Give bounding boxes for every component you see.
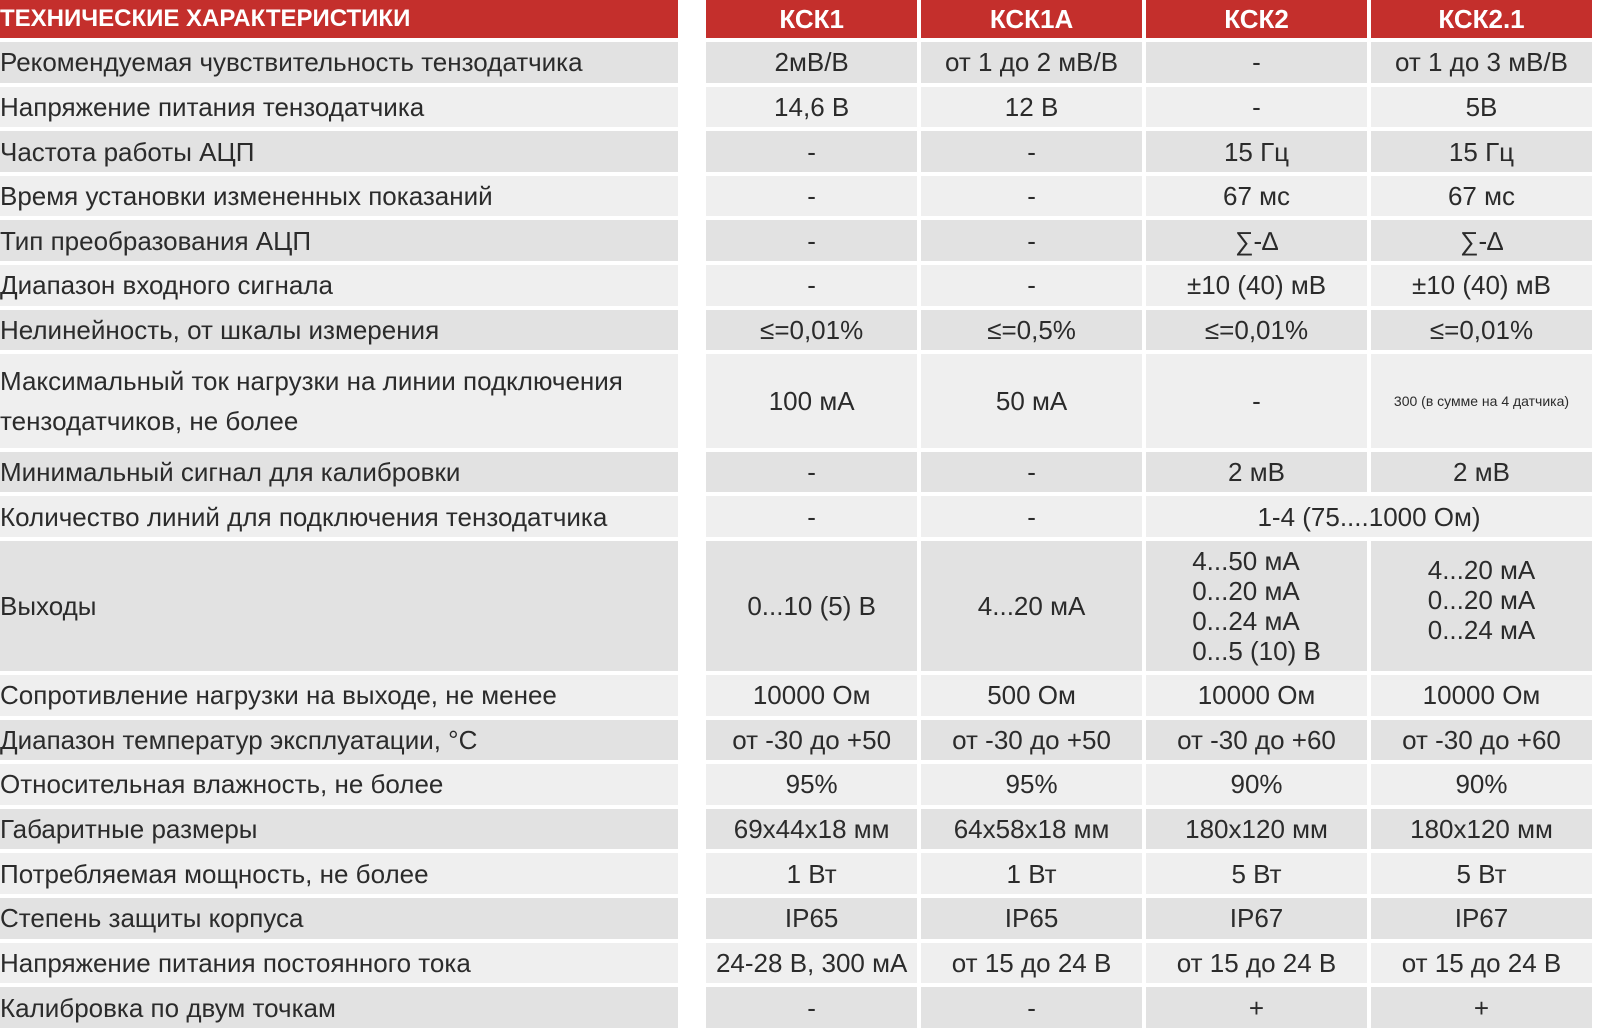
cell-ksk1: 1 Вт	[706, 853, 917, 894]
row-label: Потребляемая мощность, не более	[0, 853, 678, 894]
header-ksk21: КСК2.1	[1371, 0, 1592, 38]
column-gap	[682, 720, 702, 761]
output-item: 0...20 мА	[1427, 584, 1536, 615]
column-gap	[682, 354, 702, 447]
cell-ksk2: -	[1146, 42, 1367, 83]
cell-ksk1: 95%	[706, 764, 917, 805]
table-row	[0, 310, 1592, 351]
column-gap	[682, 265, 702, 306]
column-gap	[682, 131, 702, 172]
cell-ksk2: 180x120 мм	[1146, 809, 1367, 850]
output-list	[1428, 555, 1536, 645]
cell-ksk1: -	[706, 987, 917, 1028]
cell-ksk1a: от 15 до 24 В	[921, 943, 1142, 984]
column-gap	[682, 310, 702, 351]
row-label: Время установки измененных показаний	[0, 176, 678, 217]
cell-ksk1a: -	[921, 220, 1142, 261]
row-label: Относительная влажность, не более	[0, 764, 678, 805]
cell-ksk21: 90%	[1371, 764, 1592, 805]
table-row	[0, 675, 1592, 716]
output-item: 0...5 (10) В	[1192, 635, 1321, 666]
column-gap	[682, 809, 702, 850]
column-gap	[682, 853, 702, 894]
table-row	[0, 452, 1592, 493]
table-row	[0, 496, 1592, 537]
cell-ksk21: ≤=0,01%	[1371, 310, 1592, 351]
output-list	[1192, 546, 1321, 666]
cell-ksk2: 15 Гц	[1146, 131, 1367, 172]
cell-ksk1: 69x44x18 мм	[706, 809, 917, 850]
column-gap	[682, 0, 702, 38]
cell-ksk21: 10000 Ом	[1371, 675, 1592, 716]
cell-ksk21: от 1 до 3 мВ/В	[1371, 42, 1592, 83]
row-label-line: Максимальный ток нагрузки на линии подключения	[0, 365, 623, 396]
row-label: Габаритные размеры	[0, 809, 678, 850]
cell-ksk1a: 12 В	[921, 87, 1142, 128]
cell-ksk21: +	[1371, 987, 1592, 1028]
header-ksk2: КСК2	[1146, 0, 1367, 38]
cell-ksk1: -	[706, 265, 917, 306]
table-row	[0, 987, 1592, 1028]
cell-ksk1: -	[706, 220, 917, 261]
cell-ksk21: ∑-∆	[1371, 220, 1592, 261]
cell-ksk21	[1371, 541, 1592, 671]
table-row	[0, 764, 1592, 805]
cell-ksk1a: 50 мА	[921, 354, 1142, 447]
output-item: 0...24 мА	[1427, 614, 1536, 645]
row-label: Напряжение питания тензодатчика	[0, 87, 678, 128]
cell-ksk21: 300 (в сумме на 4 датчика)	[1371, 354, 1592, 447]
row-label: Тип преобразования АЦП	[0, 220, 678, 261]
table-row	[0, 853, 1592, 894]
column-gap	[682, 987, 702, 1028]
cell-ksk2: 5 Вт	[1146, 853, 1367, 894]
cell-ksk1a: -	[921, 131, 1142, 172]
row-label: Выходы	[0, 541, 678, 671]
cell-ksk21: ±10 (40) мВ	[1371, 265, 1592, 306]
row-label-line: тензодатчиков, не более	[0, 405, 299, 436]
table-row	[0, 943, 1592, 984]
cell-ksk2: ±10 (40) мВ	[1146, 265, 1367, 306]
cell-ksk2: 10000 Ом	[1146, 675, 1367, 716]
table-row	[0, 220, 1592, 261]
cell-ksk1: 0...10 (5) В	[706, 541, 917, 671]
cell-ksk1a: 1 Вт	[921, 853, 1142, 894]
cell-ksk1a: -	[921, 452, 1142, 493]
cell-ksk21: IP67	[1371, 898, 1592, 939]
cell-ksk2: +	[1146, 987, 1367, 1028]
cell-ksk21: 180x120 мм	[1371, 809, 1592, 850]
header-ksk1a: КСК1А	[921, 0, 1142, 38]
output-item: 0...20 мА	[1192, 575, 1300, 606]
cell-ksk2: IP67	[1146, 898, 1367, 939]
row-label: Рекомендуемая чувствительность тензодатчика	[0, 42, 678, 83]
cell-ksk2: 67 мс	[1146, 176, 1367, 217]
column-gap	[682, 541, 702, 671]
output-item: 4...50 мА	[1192, 545, 1300, 576]
column-gap	[682, 176, 702, 217]
cell-ksk1: 24-28 В, 300 мА	[706, 943, 917, 984]
row-label: Калибровка по двум точкам	[0, 987, 678, 1028]
cell-ksk2: 90%	[1146, 764, 1367, 805]
table-row	[0, 898, 1592, 939]
cell-ksk1a: IP65	[921, 898, 1142, 939]
row-label	[0, 354, 678, 447]
cell-ksk1: от -30 до +50	[706, 720, 917, 761]
table-row	[0, 131, 1592, 172]
cell-ksk1a: 64x58x18 мм	[921, 809, 1142, 850]
cell-ksk1: -	[706, 496, 917, 537]
cell-ksk21: 5В	[1371, 87, 1592, 128]
column-gap	[682, 87, 702, 128]
header-row	[0, 0, 1592, 38]
cell-ksk1: -	[706, 176, 917, 217]
header-ksk1: КСК1	[706, 0, 917, 38]
table-row	[0, 354, 1592, 447]
cell-ksk1a: 95%	[921, 764, 1142, 805]
row-label: Напряжение питания постоянного тока	[0, 943, 678, 984]
row-label: Нелинейность, от шкалы измерения	[0, 310, 678, 351]
header-characteristics: ТЕХНИЧЕСКИЕ ХАРАКТЕРИСТИКИ	[0, 0, 678, 38]
cell-ksk2-ksk21: 1-4 (75....1000 Ом)	[1146, 496, 1592, 537]
cell-ksk1a: от -30 до +50	[921, 720, 1142, 761]
cell-ksk2	[1146, 541, 1367, 671]
row-label: Минимальный сигнал для калибровки	[0, 452, 678, 493]
table-row	[0, 42, 1592, 83]
cell-ksk1: ≤=0,01%	[706, 310, 917, 351]
cell-ksk1a: ≤=0,5%	[921, 310, 1142, 351]
cell-ksk21: 2 мВ	[1371, 452, 1592, 493]
cell-ksk2: 2 мВ	[1146, 452, 1367, 493]
table-row	[0, 809, 1592, 850]
row-label: Частота работы АЦП	[0, 131, 678, 172]
cell-ksk1: -	[706, 131, 917, 172]
row-label: Сопротивление нагрузки на выходе, не менее	[0, 675, 678, 716]
cell-ksk1: IP65	[706, 898, 917, 939]
cell-ksk1a: -	[921, 987, 1142, 1028]
cell-ksk21: от 15 до 24 В	[1371, 943, 1592, 984]
cell-ksk1: 14,6 В	[706, 87, 917, 128]
cell-ksk1a: -	[921, 176, 1142, 217]
table-row	[0, 720, 1592, 761]
cell-ksk2: -	[1146, 354, 1367, 447]
cell-ksk1a: 500 Ом	[921, 675, 1142, 716]
column-gap	[682, 220, 702, 261]
cell-ksk21: 15 Гц	[1371, 131, 1592, 172]
column-gap	[682, 452, 702, 493]
cell-ksk21: 67 мс	[1371, 176, 1592, 217]
column-gap	[682, 943, 702, 984]
cell-ksk1a: -	[921, 265, 1142, 306]
cell-ksk2: ≤=0,01%	[1146, 310, 1367, 351]
cell-ksk1: -	[706, 452, 917, 493]
cell-ksk2: от -30 до +60	[1146, 720, 1367, 761]
row-label: Степень защиты корпуса	[0, 898, 678, 939]
table-row	[0, 87, 1592, 128]
output-item: 4...20 мА	[1427, 554, 1536, 585]
cell-ksk1: 10000 Ом	[706, 675, 917, 716]
cell-ksk1a: от 1 до 2 мВ/В	[921, 42, 1142, 83]
cell-ksk2: ∑-∆	[1146, 220, 1367, 261]
table-row	[0, 541, 1592, 671]
table-row	[0, 176, 1592, 217]
table-row	[0, 265, 1592, 306]
row-label: Диапазон входного сигнала	[0, 265, 678, 306]
column-gap	[682, 764, 702, 805]
cell-ksk1: 100 мА	[706, 354, 917, 447]
output-item: 0...24 мА	[1192, 605, 1300, 636]
cell-ksk2: -	[1146, 87, 1367, 128]
column-gap	[682, 42, 702, 83]
cell-ksk21: от -30 до +60	[1371, 720, 1592, 761]
column-gap	[682, 675, 702, 716]
cell-ksk1a: 4...20 мА	[921, 541, 1142, 671]
row-label: Диапазон температур эксплуатации, °С	[0, 720, 678, 761]
column-gap	[682, 898, 702, 939]
cell-ksk1a: -	[921, 496, 1142, 537]
cell-ksk2: от 15 до 24 В	[1146, 943, 1367, 984]
column-gap	[682, 496, 702, 537]
cell-ksk21: 5 Вт	[1371, 853, 1592, 894]
row-label: Количество линий для подключения тензодатчика	[0, 496, 678, 537]
cell-ksk1: 2мВ/В	[706, 42, 917, 83]
